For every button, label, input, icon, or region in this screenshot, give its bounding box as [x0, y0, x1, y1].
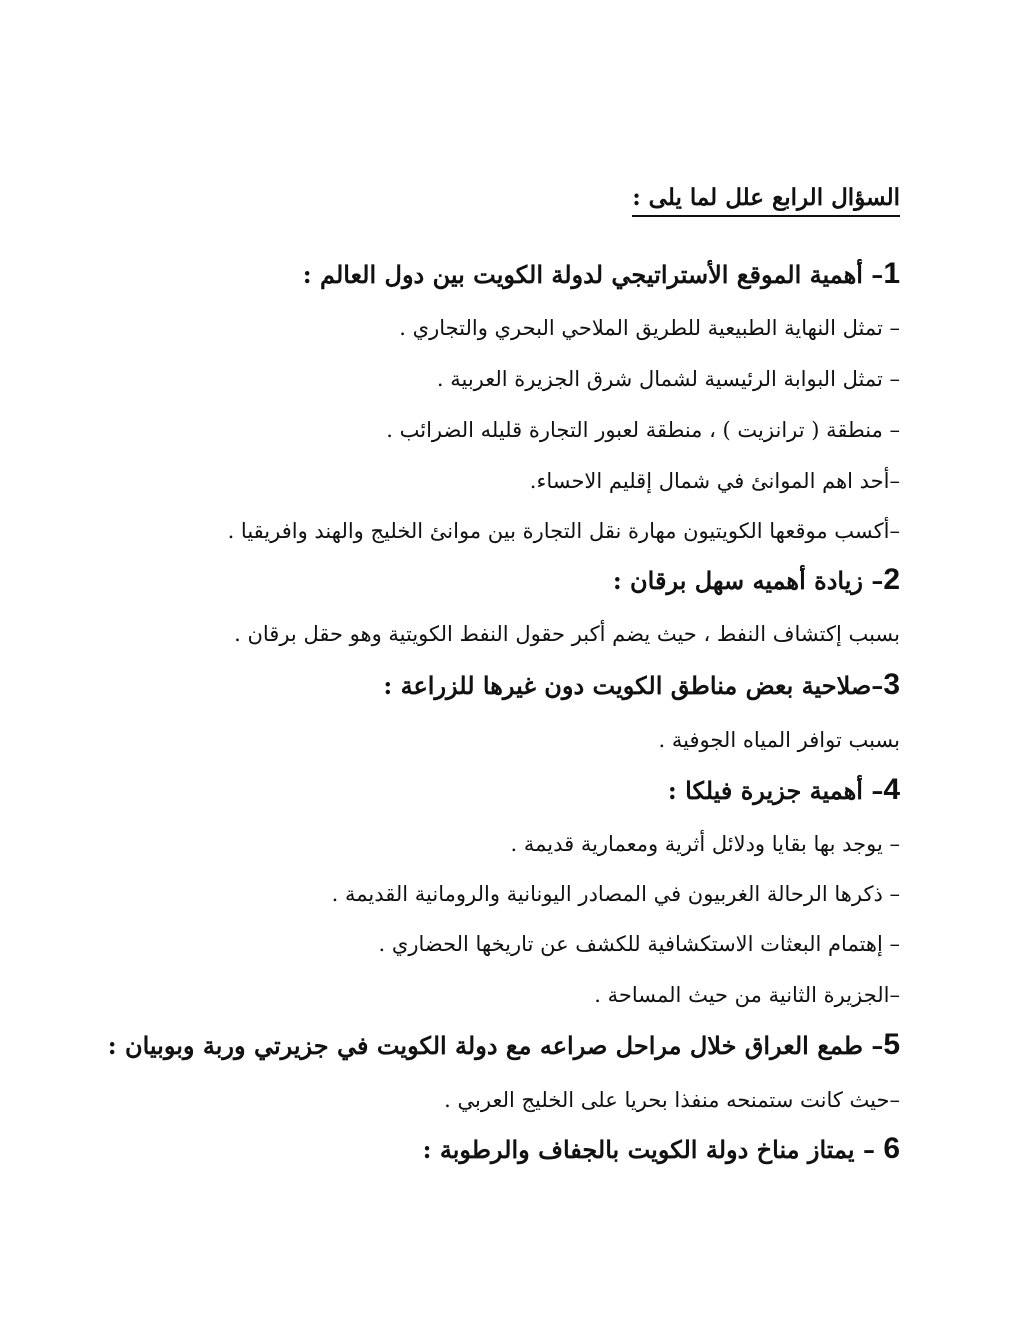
section-number: 2 — [883, 563, 900, 596]
section-1-item: – تمثل النهاية الطبيعية للطريق الملاحي البحري والتجاري . — [399, 316, 900, 340]
section-3-heading — [383, 670, 900, 700]
question-title: السؤال الرابع علل لما يلى : — [632, 186, 900, 217]
section-4-heading — [668, 775, 900, 805]
section-4-item: – إهتمام البعثات الاستكشافية للكشف عن تاريخها الحضاري . — [378, 932, 900, 956]
section-heading-text: – أهمية جزيرة فيلكا : — [667, 776, 884, 805]
section-1-heading — [303, 259, 900, 289]
section-1-item: – منطقة ( ترانزيت ) ، منطقة لعبور التجارة قليله الضرائب . — [386, 418, 900, 442]
section-1-item: –أحد اهم الموانئ في شمال إقليم الاحساء. — [529, 469, 900, 493]
section-number: 1 — [883, 257, 900, 290]
section-heading-text: – زيادة أهميه سهل برقان : — [612, 566, 884, 595]
section-4-item: –الجزيرة الثانية من حيث المساحة . — [594, 983, 900, 1007]
section-5-item: –حيث كانت ستمنحه منفذا بحريا على الخليج العربي . — [444, 1088, 900, 1112]
section-6-heading — [423, 1134, 900, 1164]
section-number: 6 — [883, 1132, 900, 1165]
section-2-item: بسبب إكتشاف النفط ، حيث يضم أكبر حقول النفط الكويتية وهو حقل برقان . — [234, 622, 900, 646]
section-2-heading — [613, 565, 900, 595]
section-5-heading — [108, 1030, 900, 1060]
section-heading-text: – طمع العراق خلال مراحل صراعه مع دولة الكويت في جزيرتي وربة وبوبيان : — [107, 1031, 884, 1060]
section-1-item: – تمثل البوابة الرئيسية لشمال شرق الجزيرة العربية . — [436, 367, 900, 391]
section-heading-text: – يمتاز مناخ دولة الكويت بالجفاف والرطوبة : — [422, 1135, 884, 1164]
section-4-item: – يوجد بها بقايا ودلائل أثرية ومعمارية قديمة . — [510, 832, 900, 856]
section-heading-text: –صلاحية بعض مناطق الكويت دون غيرها للزراعة : — [383, 671, 884, 700]
section-4-item: – ذكرها الرحالة الغربيون في المصادر اليونانية والرومانية القديمة . — [331, 882, 900, 906]
section-number: 3 — [883, 668, 900, 701]
section-1-item: –أكسب موقعها الكويتيون مهارة نقل التجارة بين موانئ الخليج والهند وافريقيا . — [227, 519, 900, 543]
section-number: 5 — [883, 1028, 900, 1061]
section-heading-text: – أهمية الموقع الأستراتيجي لدولة الكويت بين دول العالم : — [302, 260, 884, 289]
section-number: 4 — [883, 773, 900, 806]
section-3-item: بسبب توافر المياه الجوفية . — [658, 728, 900, 752]
